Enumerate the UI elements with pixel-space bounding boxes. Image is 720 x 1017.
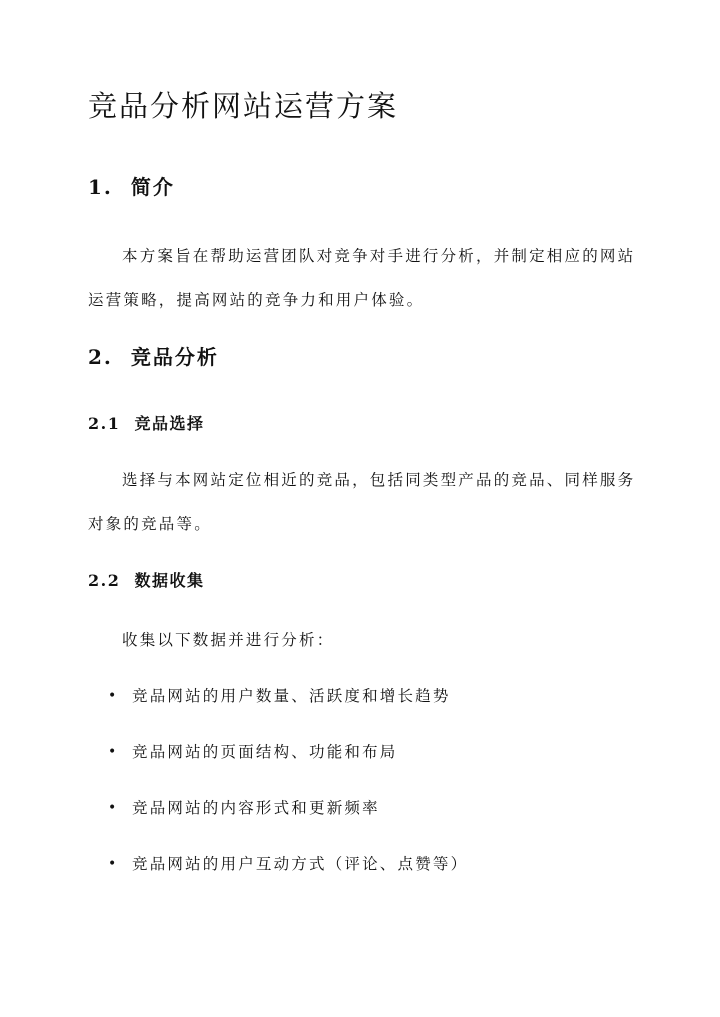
list-item bbox=[88, 788, 648, 844]
section-title: 简介 bbox=[130, 175, 175, 199]
list-item-text: 竞品网站的页面结构、功能和布局 bbox=[132, 743, 398, 761]
list-item-text: 竞品网站的内容形式和更新频率 bbox=[132, 799, 380, 817]
list-item bbox=[88, 676, 648, 732]
section-number: 2. bbox=[88, 345, 113, 369]
selection-paragraph: 选择与本网站定位相近的竞品，包括同类型产品的竞品、同样服务对象的竞品等。 bbox=[88, 471, 636, 533]
list-item bbox=[88, 732, 648, 788]
subsection-heading-collection bbox=[88, 568, 205, 594]
intro-paragraph: 本方案旨在帮助运营团队对竞争对手进行分析，并制定相应的网站运营策略，提高网站的竞争力和用户体验。 bbox=[88, 247, 636, 309]
subsection-number: 2.2 bbox=[88, 571, 121, 590]
list-item-text: 竞品网站的用户数量、活跃度和增长趋势 bbox=[132, 687, 451, 705]
subsection-title: 竞品选择 bbox=[134, 414, 205, 433]
section-number: 1. bbox=[88, 175, 113, 199]
subsection-title: 数据收集 bbox=[134, 571, 205, 590]
section-title: 竞品分析 bbox=[130, 345, 219, 369]
bullet-icon: • bbox=[108, 744, 119, 760]
data-collection-list bbox=[88, 676, 648, 900]
list-item bbox=[88, 844, 648, 900]
subsection-heading-selection bbox=[88, 411, 205, 437]
bullet-icon: • bbox=[108, 856, 119, 872]
collection-paragraph: 收集以下数据并进行分析： bbox=[122, 631, 335, 649]
bullet-icon: • bbox=[108, 800, 119, 816]
list-item-text: 竞品网站的用户互动方式（评论、点赞等） bbox=[132, 855, 469, 873]
document-title: 竞品分析网站运营方案 bbox=[88, 89, 399, 123]
section-heading-intro bbox=[88, 172, 175, 202]
bullet-icon: • bbox=[108, 688, 119, 704]
subsection-number: 2.1 bbox=[88, 414, 121, 433]
section-heading-analysis bbox=[88, 342, 219, 372]
